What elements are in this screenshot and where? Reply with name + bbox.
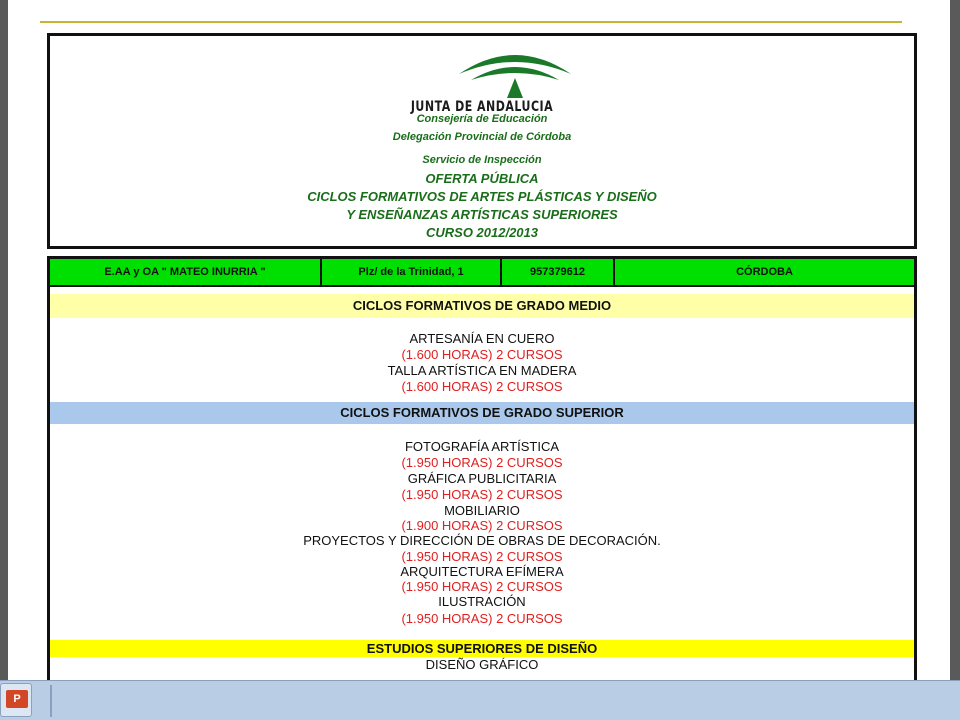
list-item: MOBILIARIO <box>444 503 520 518</box>
list-item-hours: (1.950 HORAS) 2 CURSOS <box>401 611 563 626</box>
list-item-hours: (1.900 HORAS) 2 CURSOS <box>401 518 563 533</box>
taskbar-divider <box>50 685 52 717</box>
school-address-cell: Plz/ de la Trinidad, 1 <box>322 259 502 285</box>
servicio-title: Servicio de Inspección <box>422 154 542 166</box>
section-estudios-diseno-header: ESTUDIOS SUPERIORES DE DISEÑO <box>50 640 914 657</box>
list-item-hours: (1.950 HORAS) 2 CURSOS <box>401 579 563 594</box>
school-info-row <box>50 259 914 287</box>
list-item: DISEÑO GRÁFICO <box>425 657 539 672</box>
powerpoint-taskbar-button[interactable] <box>0 683 32 717</box>
section-grado-superior-header: CICLOS FORMATIVOS DE GRADO SUPERIOR <box>50 402 914 424</box>
consejeria-title: Consejería de Educación <box>416 113 548 125</box>
list-item-hours: (1.950 HORAS) 2 CURSOS <box>401 455 563 470</box>
offer-table <box>47 256 917 686</box>
list-item-hours: (1.600 HORAS) 2 CURSOS <box>401 379 563 394</box>
list-item-hours: (1.950 HORAS) 2 CURSOS <box>401 487 563 502</box>
list-item: TALLA ARTÍSTICA EN MADERA <box>387 363 577 378</box>
list-item: ILUSTRACIÓN <box>438 594 526 609</box>
oferta-title: OFERTA PÚBLICA <box>425 171 539 186</box>
school-name-cell: E.AA y OA " MATEO INURRIA " <box>50 259 322 285</box>
slide-top-rule <box>40 21 902 23</box>
list-item-hours: (1.950 HORAS) 2 CURSOS <box>401 549 563 564</box>
left-frame-bar <box>0 0 8 680</box>
section-grado-medio-header: CICLOS FORMATIVOS DE GRADO MEDIO <box>50 294 914 318</box>
school-phone-cell: 957379612 <box>502 259 615 285</box>
taskbar <box>0 680 960 720</box>
list-item-hours: (1.600 HORAS) 2 CURSOS <box>401 347 563 362</box>
school-city-cell: CÓRDOBA <box>736 266 793 278</box>
right-frame-bar <box>950 0 960 680</box>
list-item: ARQUITECTURA EFÍMERA <box>400 564 564 579</box>
junta-wordmark: JUNTA DE ANDALUCIA <box>410 98 554 115</box>
curso-title: CURSO 2012/2013 <box>425 225 538 240</box>
list-item: PROYECTOS Y DIRECCIÓN DE OBRAS DE DECORACIÓN. <box>303 533 661 548</box>
ciclos-title: CICLOS FORMATIVOS DE ARTES PLÁSTICAS Y DISEÑO <box>307 189 657 204</box>
junta-andalucia-logo-icon <box>455 44 575 102</box>
list-item: FOTOGRAFÍA ARTÍSTICA <box>404 439 560 454</box>
delegacion-title: Delegación Provincial de Córdoba <box>392 131 572 143</box>
list-item: GRÁFICA PUBLICITARIA <box>407 471 557 486</box>
list-item: ARTESANÍA EN CUERO <box>409 331 555 346</box>
document-header <box>47 33 917 249</box>
powerpoint-icon: P <box>6 690 28 708</box>
ensenanzas-title: Y ENSEÑANZAS ARTÍSTICAS SUPERIORES <box>346 207 618 222</box>
